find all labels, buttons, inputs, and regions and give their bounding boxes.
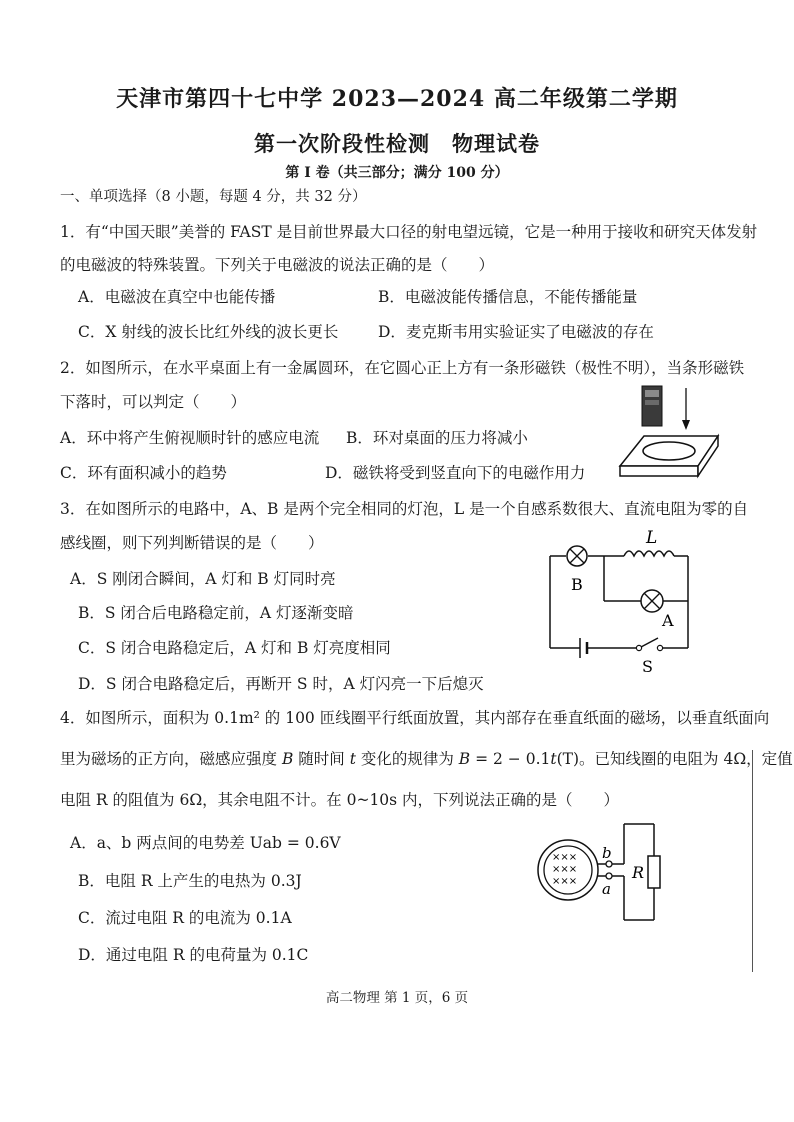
q4-stem-line2: 里为磁场的正方向，磁感应强度 B 随时间 t 变化的规律为 B = 2 − 0.1t(T)。已知线圈的电阻为 4Ω，定值: [60, 750, 793, 768]
q4-stem-line3: 电阻 R 的阻值为 6Ω，其余电阻不计。在 0~10s 内，下列说法正确的是（ ）: [60, 791, 620, 809]
exam-title-line1: 天津市第四十七中学 2023—2024 高二年级第二学期: [116, 86, 678, 112]
label-a: A: [662, 611, 674, 630]
terminal-a: [606, 873, 612, 879]
q1-option-b: B．电磁波能传播信息，不能传播能量: [378, 288, 638, 306]
q2-figure-magnet-ring: [614, 384, 724, 484]
q2-option-d: D．磁铁将受到竖直向下的电磁作用力: [325, 464, 586, 482]
q2-option-c: C．环有面积减小的趋势: [60, 464, 227, 482]
label-s: S: [642, 657, 653, 676]
q3-option-c: C．S 闭合电路稳定后，A 灯和 B 灯亮度相同: [78, 639, 391, 657]
field-cross-row2: ×××: [552, 864, 578, 875]
q1-option-c: C．X 射线的波长比红外线的波长更长: [78, 323, 339, 341]
lamp-b: [567, 546, 587, 566]
q1-option-a: A．电磁波在真空中也能传播: [78, 288, 276, 306]
q4-option-a: A．a、b 两点间的电势差 Uab = 0.6V: [70, 834, 341, 852]
q3-stem-line1: 3．在如图所示的电路中，A、B 是两个完全相同的灯泡，L 是一个自感系数很大、直流电阻为零的自: [60, 500, 749, 518]
page-footer: 高二物理 第 1 页，6 页: [325, 990, 469, 1006]
label-b-terminal: b: [602, 844, 612, 862]
q1-stem-line1: 1．有“中国天眼”美誉的 FAST 是目前世界最大口径的射电望远镜，它是一种用于接收和研究天体发射: [60, 223, 758, 241]
exam-subtitle: 第 I 卷（共三部分；满分 100 分）: [285, 165, 509, 181]
q4-option-b: B．电阻 R 上产生的电热为 0.3J: [78, 872, 302, 890]
resistor-r: [648, 856, 660, 888]
lamp-a: [641, 590, 663, 612]
field-cross-row1: ×××: [552, 852, 578, 863]
q2-option-a: A．环中将产生俯视顺时针的感应电流: [60, 429, 320, 447]
q1-stem-line2: 的电磁波的特殊装置。下列关于电磁波的说法正确的是（ ）: [60, 256, 495, 274]
exam-title-line2: 第一次阶段性检测 物理试卷: [254, 131, 540, 156]
q2-stem-line2: 下落时，可以判定（ ）: [60, 393, 247, 411]
label-b: B: [571, 575, 583, 594]
section-heading: 一、单项选择（8 小题，每题 4 分，共 32 分）: [60, 189, 367, 205]
q3-option-a: A．S 刚闭合瞬间，A 灯和 B 灯同时亮: [70, 570, 336, 588]
margin-rule: [752, 750, 753, 972]
q1-option-d: D．麦克斯韦用实验证实了电磁波的存在: [378, 323, 654, 341]
q4-stem-line1: 4．如图所示，面积为 0.1m² 的 100 匝线圈平行纸面放置，其内部存在垂直纸面的磁场，以垂直纸面向: [60, 709, 770, 727]
label-a-terminal: a: [602, 880, 611, 898]
label-r: R: [632, 863, 645, 882]
q4-figure-coil-resistor: [534, 822, 674, 932]
battery: [580, 638, 587, 658]
q3-stem-line2: 感线圈，则下列判断错误的是（ ）: [60, 534, 324, 552]
q3-option-b: B．S 闭合后电路稳定前，A 灯逐渐变暗: [78, 604, 354, 622]
field-cross-row3: ×××: [552, 876, 578, 887]
switch-s: [636, 638, 662, 651]
q4-option-d: D．通过电阻 R 的电荷量为 0.1C: [78, 946, 309, 964]
q4-option-c: C．流过电阻 R 的电流为 0.1A: [78, 909, 292, 927]
q2-option-b: B．环对桌面的压力将减小: [346, 429, 528, 447]
inductor-coil: [624, 551, 674, 556]
q3-figure-circuit: [540, 528, 710, 678]
label-l: L: [646, 528, 658, 548]
q2-stem-line1: 2．如图所示，在水平桌面上有一金属圆环，在它圆心正上方有一条形磁铁（极性不明），当条形磁铁: [60, 359, 745, 377]
q3-option-d: D．S 闭合电路稳定后，再断开 S 时，A 灯闪亮一下后熄灭: [78, 675, 484, 693]
